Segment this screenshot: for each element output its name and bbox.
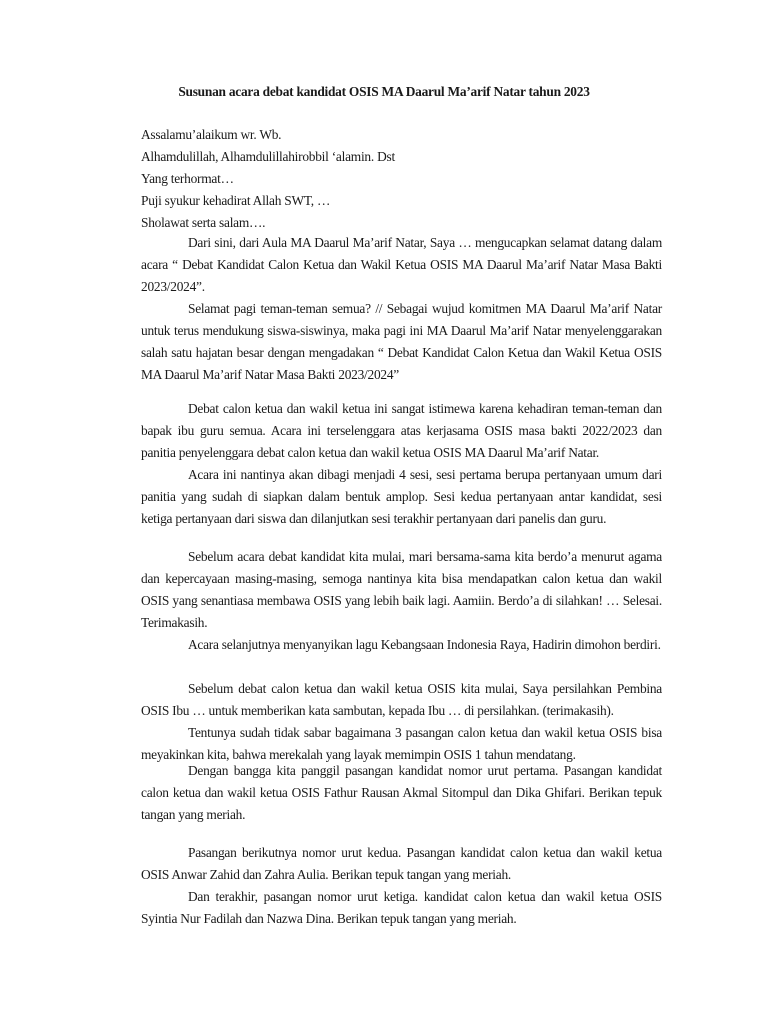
greeting-line: Yang terhormat… — [141, 171, 234, 186]
paragraph-prayer: Sebelum acara debat kandidat kita mulai, mari bersama-sama kita berdo’a menurut agama dan kepercayaan masing-masing, semoga nantinya kita bisa mendapatkan calon ketua dan wakil OSIS yang senantiasa membawa OSIS yang lebih baik lagi. Aamiin. Berdo’a di silahkan! … Selesai. Terimakasih. — [141, 549, 662, 630]
paragraph-sessions: Acara ini nantinya akan dibagi menjadi 4 sesi, sesi pertama berupa pertanyaan umum dari panitia yang sudah di siapkan dalam bentuk amplop. Sesi kedua pertanyaan antar kandidat, sesi ketiga pertanyaan dari siswa dan dilanjutkan sesi terakhir pertanyaan dari panelis dan guru. — [141, 467, 662, 526]
paragraph-debate-intro: Debat calon ketua dan wakil ketua ini sangat istimewa karena kehadiran teman-teman dan bapak ibu guru semua. Acara ini terselenggara atas kerjasama OSIS masa bakti 2022/2023 dan panitia penyelenggara debat calon ketua dan wakil ketua OSIS MA Daarul Ma’arif Natar. — [141, 401, 662, 460]
document-title: Susunan acara debat kandidat OSIS MA Daarul Ma’arif Natar tahun 2023 — [178, 84, 590, 99]
paragraph-greeting: Selamat pagi teman-teman semua? // Sebagai wujud komitmen MA Daarul Ma’arif Natar untuk terus mendukung siswa-siswinya, maka pagi ini MA Daarul Ma’arif Natar menyelenggarakan salah satu hajatan besar dengan mengadakan “ Debat Kandidat Calon Ketua dan Wakil Ketua OSIS MA Daarul Ma’arif Natar Masa Bakti 2023/2024” — [141, 301, 662, 382]
greeting-line: Sholawat serta salam…. — [141, 215, 266, 230]
greeting-line: Puji syukur kehadirat Allah SWT, … — [141, 193, 331, 208]
paragraph-candidates-intro: Tentunya sudah tidak sabar bagaimana 3 pasangan calon ketua dan wakil ketua OSIS bisa meyakinkan kita, bahwa merekalah yang layak memimpin OSIS 1 tahun mendatang. — [141, 725, 662, 762]
paragraph-candidate-1: Dengan bangga kita panggil pasangan kandidat nomor urut pertama. Pasangan kandidat calon ketua dan wakil ketua OSIS Fathur Rausan Akmal Sitompul dan Dika Ghifari. Berikan tepuk tangan yang meriah. — [141, 763, 662, 822]
paragraph-anthem: Acara selanjutnya menyanyikan lagu Kebangsaan Indonesia Raya, Hadirin dimohon berdiri. — [188, 637, 661, 652]
greeting-line: Alhamdulillah, Alhamdulillahirobbil ‘alamin. Dst — [141, 149, 395, 164]
paragraph-candidate-2: Pasangan berikutnya nomor urut kedua. Pasangan kandidat calon ketua dan wakil ketua OSIS Anwar Zahid dan Zahra Aulia. Berikan tepuk tangan yang meriah. — [141, 845, 662, 882]
greeting-line: Assalamu’alaikum wr. Wb. — [141, 127, 282, 142]
paragraph-opening: Dari sini, dari Aula MA Daarul Ma’arif Natar, Saya … mengucapkan selamat datang dalam acara “ Debat Kandidat Calon Ketua dan Wakil Ketua OSIS MA Daarul Ma’arif Natar Masa Bakti 2023/2024”. — [141, 235, 662, 294]
paragraph-candidate-3: Dan terakhir, pasangan nomor urut ketiga. kandidat calon ketua dan wakil ketua OSIS Syintia Nur Fadilah dan Nazwa Dina. Berikan tepuk tangan yang meriah. — [141, 889, 662, 926]
paragraph-welcome-speech: Sebelum debat calon ketua dan wakil ketua OSIS kita mulai, Saya persilahkan Pembina OSIS Ibu … untuk memberikan kata sambutan, kepada Ibu … di persilahkan. (terimakasih). — [141, 681, 662, 718]
